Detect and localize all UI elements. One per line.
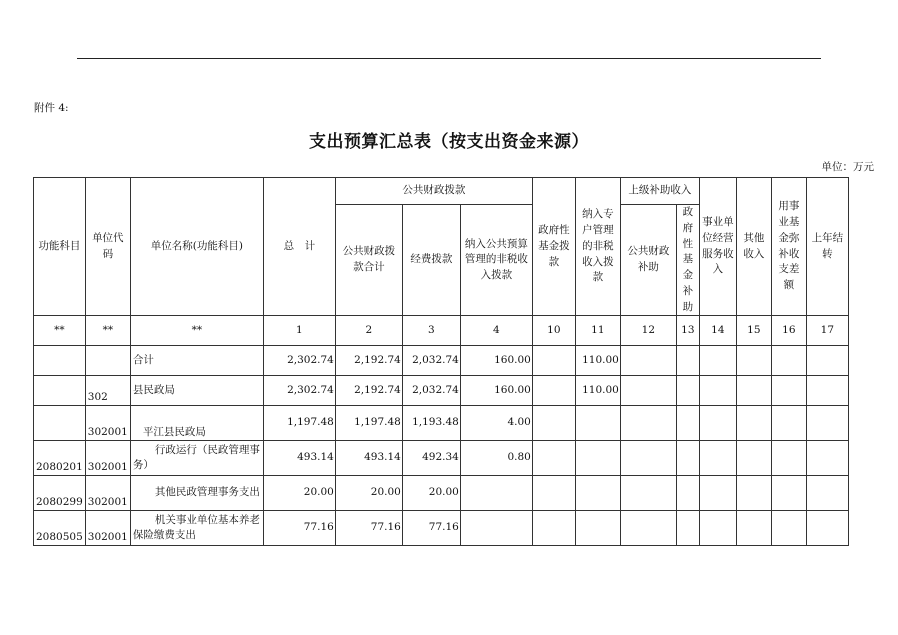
table-row <box>34 441 849 476</box>
table-row <box>34 406 849 441</box>
empty-cell <box>806 476 848 511</box>
header-gov-fund: 政府性基金拨款 <box>532 178 575 316</box>
amount-cell <box>532 376 575 406</box>
empty-cell <box>620 441 676 476</box>
index-cell: 14 <box>699 316 736 346</box>
func-code-cell <box>34 346 86 376</box>
index-cell: 13 <box>676 316 699 346</box>
amount-cell <box>575 406 620 441</box>
index-cell: 15 <box>736 316 771 346</box>
empty-cell <box>771 376 806 406</box>
header-public-fiscal: 公共财政拨款 <box>335 178 532 205</box>
unit-code-cell: 302001 <box>85 406 130 441</box>
amount-cell: 160.00 <box>460 376 532 406</box>
amount-cell <box>532 511 575 546</box>
table-row <box>34 376 849 406</box>
header-nontax: 纳入公共预算管理的非税收入拨款 <box>460 205 532 316</box>
amount-cell <box>532 346 575 376</box>
amount-cell: 493.14 <box>335 441 402 476</box>
index-cell: 11 <box>575 316 620 346</box>
amount-cell <box>460 476 532 511</box>
unit-name-cell: 行政运行（民政管理事务） <box>130 441 263 476</box>
unit-code-cell: 302001 <box>85 476 130 511</box>
amount-cell: 2,032.74 <box>402 376 460 406</box>
func-code-cell: 2080505 <box>34 511 86 546</box>
table-row <box>34 511 849 546</box>
empty-cell <box>736 376 771 406</box>
empty-cell <box>676 441 699 476</box>
unit-code-cell: 302001 <box>85 511 130 546</box>
budget-table <box>33 177 849 546</box>
empty-cell <box>676 476 699 511</box>
empty-cell <box>736 476 771 511</box>
header-upper-subsidy: 上级补助收入 <box>620 178 699 205</box>
amount-cell: 77.16 <box>402 511 460 546</box>
amount-cell: 493.14 <box>263 441 335 476</box>
empty-cell <box>806 406 848 441</box>
empty-cell <box>806 376 848 406</box>
unit-name-cell: 合计 <box>130 346 263 376</box>
header-upper-gov-fund: 政府性基金补助 <box>676 205 699 316</box>
unit-name-cell: 平江县民政局 <box>130 406 263 441</box>
header-unit-code: 单位代码 <box>85 178 130 316</box>
empty-cell <box>736 511 771 546</box>
empty-cell <box>806 511 848 546</box>
header-total: 总 计 <box>263 178 335 316</box>
index-row <box>34 316 849 346</box>
index-cell: 10 <box>532 316 575 346</box>
empty-cell <box>699 511 736 546</box>
attachment-label: 附件 4: <box>34 102 69 114</box>
amount-cell: 2,302.74 <box>263 346 335 376</box>
func-code-cell: 2080201 <box>34 441 86 476</box>
empty-cell <box>699 441 736 476</box>
empty-cell <box>806 346 848 376</box>
empty-cell <box>676 346 699 376</box>
empty-cell <box>699 406 736 441</box>
empty-cell <box>771 511 806 546</box>
unit-code-cell: 302 <box>85 376 130 406</box>
empty-cell <box>736 406 771 441</box>
index-cell: ** <box>34 316 86 346</box>
header-upper-public: 公共财政补助 <box>620 205 676 316</box>
header-func: 功能科目 <box>34 178 86 316</box>
amount-cell: 1,193.48 <box>402 406 460 441</box>
amount-cell: 2,032.74 <box>402 346 460 376</box>
empty-cell <box>771 476 806 511</box>
empty-cell <box>806 441 848 476</box>
empty-cell <box>736 441 771 476</box>
amount-cell: 20.00 <box>402 476 460 511</box>
empty-cell <box>620 511 676 546</box>
amount-cell <box>575 441 620 476</box>
amount-cell: 4.00 <box>460 406 532 441</box>
header-carryover: 上年结转 <box>806 178 848 316</box>
empty-cell <box>771 406 806 441</box>
amount-cell: 1,197.48 <box>335 406 402 441</box>
empty-cell <box>620 346 676 376</box>
empty-cell <box>771 346 806 376</box>
amount-cell: 110.00 <box>575 376 620 406</box>
amount-cell: 2,192.74 <box>335 346 402 376</box>
index-cell: 3 <box>402 316 460 346</box>
budget-table-wrapper <box>33 177 849 546</box>
amount-cell: 20.00 <box>335 476 402 511</box>
empty-cell <box>771 441 806 476</box>
empty-cell <box>620 376 676 406</box>
amount-cell <box>532 441 575 476</box>
amount-cell: 1,197.48 <box>263 406 335 441</box>
amount-cell: 0.80 <box>460 441 532 476</box>
empty-cell <box>736 346 771 376</box>
func-code-cell <box>34 406 86 441</box>
amount-cell: 77.16 <box>263 511 335 546</box>
index-cell: 17 <box>806 316 848 346</box>
index-cell: 12 <box>620 316 676 346</box>
index-cell: 1 <box>263 316 335 346</box>
func-code-cell: 2080299 <box>34 476 86 511</box>
unit-name-cell: 县民政局 <box>130 376 263 406</box>
empty-cell <box>620 476 676 511</box>
header-special-nontax: 纳入专户管理的非税收入拨款 <box>575 178 620 316</box>
amount-cell <box>575 511 620 546</box>
amount-cell <box>460 511 532 546</box>
amount-cell <box>532 476 575 511</box>
empty-cell <box>699 376 736 406</box>
empty-cell <box>676 406 699 441</box>
header-reserve: 用事业基金弥补收支差额 <box>771 178 806 316</box>
header-unit-name: 单位名称(功能科目) <box>130 178 263 316</box>
amount-cell: 492.34 <box>402 441 460 476</box>
header-operating: 经费拨款 <box>402 205 460 316</box>
index-cell: 2 <box>335 316 402 346</box>
amount-cell: 2,192.74 <box>335 376 402 406</box>
empty-cell <box>620 406 676 441</box>
header-rule <box>77 58 821 59</box>
amount-cell: 77.16 <box>335 511 402 546</box>
amount-cell: 110.00 <box>575 346 620 376</box>
func-code-cell <box>34 376 86 406</box>
index-cell: ** <box>85 316 130 346</box>
unit-label: 单位：万元 <box>821 161 874 173</box>
header-other: 其他收入 <box>736 178 771 316</box>
header-public-fiscal-total: 公共财政拨款合计 <box>335 205 402 316</box>
unit-code-cell <box>85 346 130 376</box>
amount-cell <box>532 406 575 441</box>
table-row <box>34 476 849 511</box>
empty-cell <box>676 511 699 546</box>
empty-cell <box>676 376 699 406</box>
index-cell: 16 <box>771 316 806 346</box>
unit-name-cell: 机关事业单位基本养老保险缴费支出 <box>130 511 263 546</box>
amount-cell <box>575 476 620 511</box>
empty-cell <box>699 346 736 376</box>
unit-code-cell: 302001 <box>85 441 130 476</box>
index-cell: 4 <box>460 316 532 346</box>
table-row <box>34 346 849 376</box>
empty-cell <box>699 476 736 511</box>
header-business: 事业单位经营服务收入 <box>699 178 736 316</box>
page-title: 支出预算汇总表（按支出资金来源） <box>309 132 589 152</box>
amount-cell: 160.00 <box>460 346 532 376</box>
unit-name-cell: 其他民政管理事务支出 <box>130 476 263 511</box>
amount-cell: 20.00 <box>263 476 335 511</box>
amount-cell: 2,302.74 <box>263 376 335 406</box>
index-cell: ** <box>130 316 263 346</box>
